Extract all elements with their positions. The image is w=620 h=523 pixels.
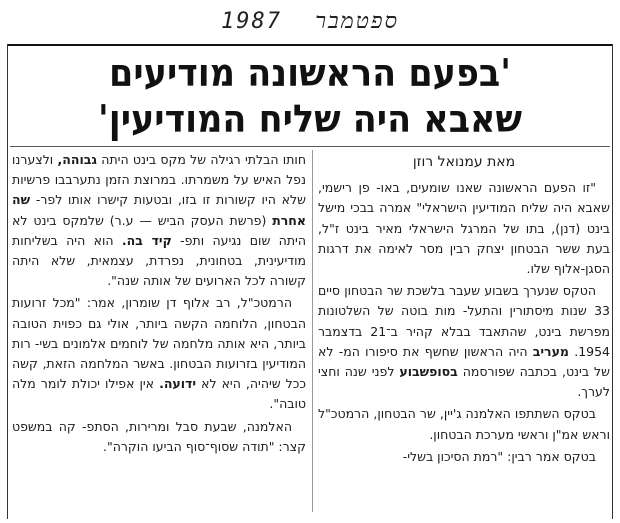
emphasis-known: ידועה.: [159, 376, 197, 392]
paragraph-2: [318, 281, 610, 402]
emphasis-role: קיד בה.: [121, 232, 172, 248]
headline-line-2: שאבא היה שליח המודיעין': [97, 97, 523, 141]
clipping-left-border: [7, 44, 8, 519]
paragraph-1: "זו הפעם הראשונה שאנו שומעים, באו- פן רישמי, שאבא היה שליח המודיעין הישראלי" אמרה בבכי מישל בינט (דנן), בתו של המרגל הישראלי מאיר בינט ז"ל, בעת ששר הבטחון יצחק רבין מסר לאימה את דרגות הסגן-אלוף שלו.: [318, 180, 610, 277]
handwritten-date-note: [0, 8, 620, 44]
continued-text-d: הוא היה בשליחות מודיעינית, בטחונית, נפרדת, עצמאית, שלא היתה קשורה לכל הארועים של אותה שנה".: [12, 232, 306, 289]
continued-text-c: (פרשת העסק הביש — ע.ר) שלמקס בינט לא היתה שום נגיעה ותפ-: [12, 212, 306, 248]
byline: מאת עמנואל רוזן: [412, 154, 516, 170]
clipping-top-border: [7, 44, 613, 46]
clipping-right-border: [612, 44, 613, 519]
article-column-right: [318, 150, 610, 518]
headline-line-1: 'בפעם הראשונה מודיעים: [109, 51, 511, 95]
handwritten-month: ספטמבר: [315, 9, 399, 34]
chief-of-staff-tail: אין אפילו יכולת לומר מלה טובה".: [12, 376, 306, 412]
continued-text-a: חותו הבלתי רגילה של מקס בינט היתה: [101, 152, 306, 167]
continued-text-b: ולצערנו נפל האיש על משמרתו. במרוצת הזמן נתערבבו פרשיות שלא היו קשורות זו בזו, ובטעות קישרו אותו לפר-: [12, 152, 306, 208]
continued-paragraph: [12, 150, 306, 291]
article-column-left: [12, 150, 306, 518]
paragraph-2-end: לפני שנה וחצי לערך.: [318, 364, 610, 400]
column-divider: [312, 150, 313, 512]
article-headline: [10, 50, 610, 142]
paragraph-3: בטקס השתתפו האלמנה ג'יין, שר הבטחון, הרמטכ"ל וראש אמ"ן וראשי מערכת הבטחון.: [318, 406, 610, 442]
weekend-supplement-name: בסופשבוע: [399, 364, 458, 380]
chief-of-staff-paragraph: [12, 293, 306, 414]
paragraph-2-tail: היה הראשון שחשף את סיפורו המ- לא של בינט, בכתבה שפורסמה: [318, 343, 610, 380]
paragraph-2-lead: הטקס שנערך בשבוע שעבר בלשכת שר הבטחון סיים 33 שנות מיסתורין והתעל- מות בוטה של השלטונות מפרשת בינט, שהתאבד בבלא קהיר ב־21 בדצמבר 1954.: [318, 283, 610, 359]
widow-paragraph: האלמנה, שבעת סבל ומרירות, הסתפ- קה במשפט קצר: "תודה שסוף־סוף הביעו הוקרה".: [12, 418, 306, 454]
handwritten-year: 1987: [220, 9, 282, 34]
chief-of-staff-text: הרמטכ"ל, רב אלוף דן שומרון, אמר: "מכל זרועות הבטחון, הלוחמה הקשה ביותר, אולי גם כפוית הטובה ביותר, היא אותה מלחמה של לוחמים אלמונים בשי- רות המודיעין בזרועות הבטחון. באשר המלחמה הזאת, קשה ככל שיהיה, היא לא: [12, 295, 306, 392]
emphasis-high: גבוהה,: [57, 152, 97, 167]
emphasis-other-affair: שה אחרת: [12, 192, 306, 228]
maariv-name: מעריב: [532, 343, 569, 359]
paragraph-4: בטקס אמר רבין: "רמת הסיכון בשלי-: [402, 448, 596, 464]
headline-divider: [10, 146, 610, 147]
